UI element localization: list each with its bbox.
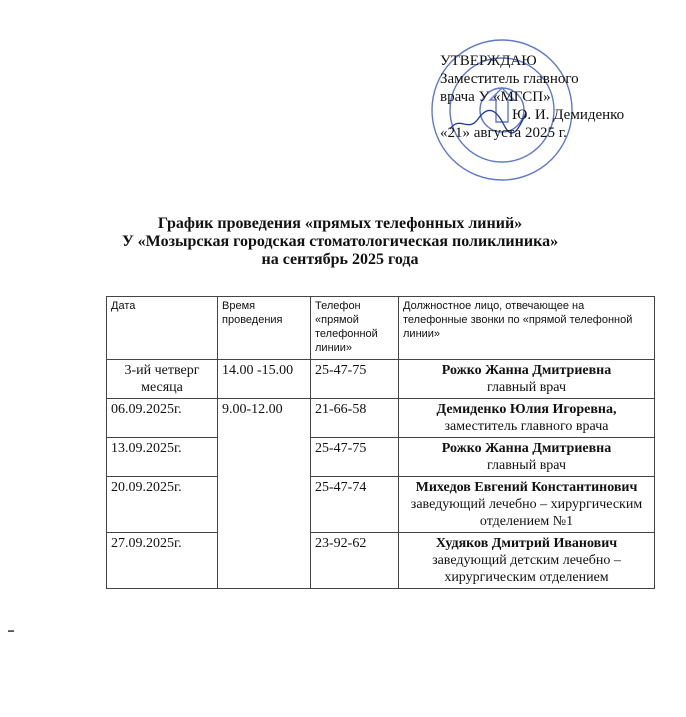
cell-person [399, 438, 655, 477]
approval-signer: Ю. И. Демиденко [512, 107, 625, 123]
header-phone: Телефон «прямой телефонной линии» [311, 297, 399, 360]
cell-phone: 25-47-75 [311, 438, 399, 477]
table-row [107, 533, 655, 589]
document-title [80, 215, 600, 269]
table-row [107, 399, 655, 438]
cell-phone: 23-92-62 [311, 533, 399, 589]
schedule-table [106, 296, 655, 589]
person-position: главный врач [486, 458, 567, 473]
cell-person [399, 477, 655, 533]
table-header-row [107, 297, 655, 360]
person-position: заведующий лечебно – хирургическим отделением №1 [410, 497, 643, 529]
cell-time: 9.00-12.00 [218, 399, 311, 589]
title-line: У «Мозырская городская стоматологическая поликлиника» [121, 233, 559, 250]
cell-date: 20.09.2025г. [107, 477, 218, 533]
approval-block [440, 52, 675, 142]
cell-person [399, 533, 655, 589]
person-position: заместитель главного врача [444, 419, 609, 434]
cell-time: 14.00 -15.00 [218, 360, 311, 399]
scan-speck: ▬ [8, 628, 14, 634]
table-row [107, 360, 655, 399]
approval-line: Заместитель главного [440, 71, 579, 87]
approval-date: «21» августа 2025 г. [440, 125, 567, 141]
table-row [107, 438, 655, 477]
title-line: на сентябрь 2025 года [261, 251, 419, 268]
approval-line: УТВЕРЖДАЮ [440, 53, 537, 69]
title-line: График проведения «прямых телефонных линий» [157, 215, 523, 232]
cell-phone: 25-47-75 [311, 360, 399, 399]
cell-phone: 25-47-74 [311, 477, 399, 533]
person-name: Рожко Жанна Дмитриевна [441, 363, 612, 378]
table-row [107, 477, 655, 533]
cell-date: 06.09.2025г. [107, 399, 218, 438]
person-position: заведующий детским лечебно – хирургическим отделением [432, 553, 621, 585]
person-position: главный врач [486, 380, 567, 395]
cell-date: 3-ий четверг месяца [107, 360, 218, 399]
cell-date: 27.09.2025г. [107, 533, 218, 589]
approval-line: врача У «МГСП» [440, 89, 551, 105]
cell-person [399, 399, 655, 438]
header-date: Дата [107, 297, 218, 360]
header-time: Время проведения [218, 297, 311, 360]
cell-phone: 21-66-58 [311, 399, 399, 438]
person-name: Михедов Евгений Константинович [415, 480, 638, 495]
header-person: Должностное лицо, отвечающее на телефонные звонки по «прямой телефонной линии» [399, 297, 655, 360]
cell-person [399, 360, 655, 399]
cell-date: 13.09.2025г. [107, 438, 218, 477]
person-name: Худяков Дмитрий Иванович [435, 536, 618, 551]
person-name: Рожко Жанна Дмитриевна [441, 441, 612, 456]
person-name: Демиденко Юлия Игоревна, [436, 402, 617, 417]
